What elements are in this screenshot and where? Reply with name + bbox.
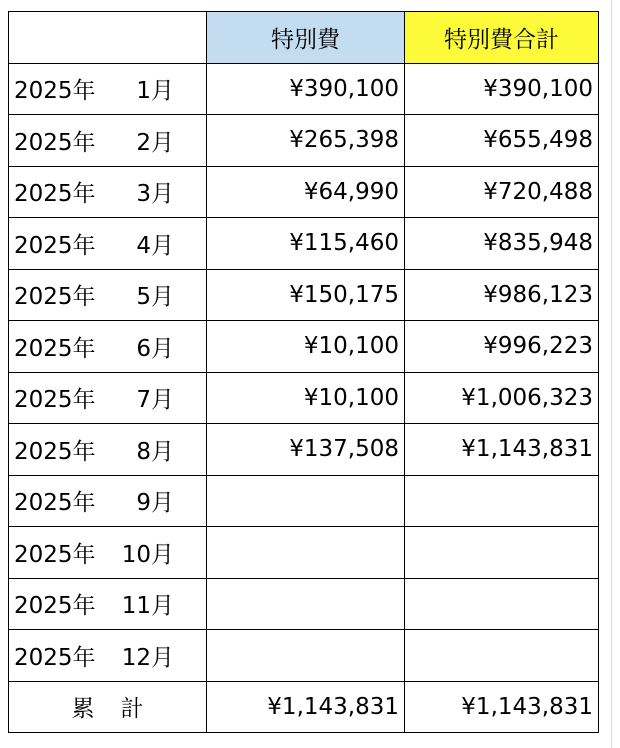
month-cell[interactable] — [9, 115, 207, 167]
month-text: 7月 — [136, 387, 174, 414]
cumulative-cell[interactable]: ¥720,488 — [405, 166, 599, 218]
cumulative-cell[interactable]: ¥835,948 — [405, 218, 599, 270]
month-cell[interactable] — [9, 63, 207, 115]
expense-table — [8, 11, 599, 733]
month-text: 10月 — [121, 541, 174, 568]
month-cell[interactable] — [9, 372, 207, 424]
cumulative-cell[interactable]: ¥655,498 — [405, 115, 599, 167]
month-text: 11月 — [121, 593, 174, 620]
month-text: 12月 — [121, 644, 174, 671]
expense-cell[interactable]: ¥390,100 — [207, 63, 405, 115]
month-text: 4月 — [136, 232, 174, 259]
month-cell[interactable] — [9, 578, 207, 630]
year-text: 2025年 — [14, 335, 96, 362]
expense-cell[interactable]: ¥10,100 — [207, 372, 405, 424]
table-row — [9, 218, 599, 270]
cumulative-total-cell[interactable]: ¥1,143,831 — [405, 681, 599, 733]
year-text: 2025年 — [14, 438, 96, 465]
expense-cell[interactable] — [207, 527, 405, 579]
table-row — [9, 424, 599, 476]
cumulative-cell[interactable]: ¥1,143,831 — [405, 424, 599, 476]
header-special-expense-total[interactable]: 特別費合計 — [405, 12, 599, 64]
table-row — [9, 63, 599, 115]
expense-cell[interactable]: ¥10,100 — [207, 321, 405, 373]
month-cell[interactable] — [9, 321, 207, 373]
month-cell[interactable] — [9, 475, 207, 527]
year-text: 2025年 — [14, 232, 96, 259]
expense-cell[interactable]: ¥115,460 — [207, 218, 405, 270]
cumulative-cell[interactable]: ¥996,223 — [405, 321, 599, 373]
month-cell[interactable] — [9, 269, 207, 321]
year-text: 2025年 — [14, 387, 96, 414]
table-row — [9, 372, 599, 424]
cumulative-cell[interactable]: ¥390,100 — [405, 63, 599, 115]
cumulative-cell[interactable] — [405, 578, 599, 630]
header-row — [9, 12, 599, 64]
totals-row — [9, 681, 599, 733]
month-cell[interactable] — [9, 630, 207, 682]
expense-cell[interactable] — [207, 630, 405, 682]
expense-cell[interactable]: ¥64,990 — [207, 166, 405, 218]
table-row — [9, 475, 599, 527]
month-text: 3月 — [136, 181, 174, 208]
expense-cell[interactable]: ¥265,398 — [207, 115, 405, 167]
totals-label-cell[interactable] — [9, 681, 207, 733]
cumulative-cell[interactable] — [405, 527, 599, 579]
year-text: 2025年 — [14, 490, 96, 517]
year-text: 2025年 — [14, 181, 96, 208]
table-body — [9, 63, 599, 733]
expense-cell[interactable] — [207, 578, 405, 630]
month-text: 2月 — [136, 129, 174, 156]
year-text: 2025年 — [14, 284, 96, 311]
month-cell[interactable] — [9, 166, 207, 218]
header-blank-cell[interactable] — [9, 12, 207, 64]
cumulative-cell[interactable] — [405, 630, 599, 682]
expense-cell[interactable] — [207, 475, 405, 527]
header-special-expense[interactable]: 特別費 — [207, 12, 405, 64]
grid-line — [611, 0, 612, 748]
table-row — [9, 321, 599, 373]
month-text: 9月 — [136, 490, 174, 517]
month-cell[interactable] — [9, 424, 207, 476]
month-cell[interactable] — [9, 527, 207, 579]
month-cell[interactable] — [9, 218, 207, 270]
cumulative-cell[interactable]: ¥986,123 — [405, 269, 599, 321]
totals-label-char-2: 計 — [120, 696, 144, 723]
month-text: 1月 — [136, 78, 174, 105]
expense-cell[interactable]: ¥150,175 — [207, 269, 405, 321]
year-text: 2025年 — [14, 78, 96, 105]
year-text: 2025年 — [14, 129, 96, 156]
table-row — [9, 269, 599, 321]
expense-cell[interactable]: ¥137,508 — [207, 424, 405, 476]
month-text: 6月 — [136, 335, 174, 362]
cumulative-cell[interactable] — [405, 475, 599, 527]
table-row — [9, 166, 599, 218]
year-text: 2025年 — [14, 541, 96, 568]
table-row — [9, 630, 599, 682]
totals-label-char-1: 累 — [71, 696, 95, 723]
cumulative-cell[interactable]: ¥1,006,323 — [405, 372, 599, 424]
year-text: 2025年 — [14, 593, 96, 620]
year-text: 2025年 — [14, 644, 96, 671]
table-row — [9, 578, 599, 630]
month-text: 5月 — [136, 284, 174, 311]
expense-total-cell[interactable]: ¥1,143,831 — [207, 681, 405, 733]
month-text: 8月 — [136, 438, 174, 465]
table-row — [9, 115, 599, 167]
table-row — [9, 527, 599, 579]
